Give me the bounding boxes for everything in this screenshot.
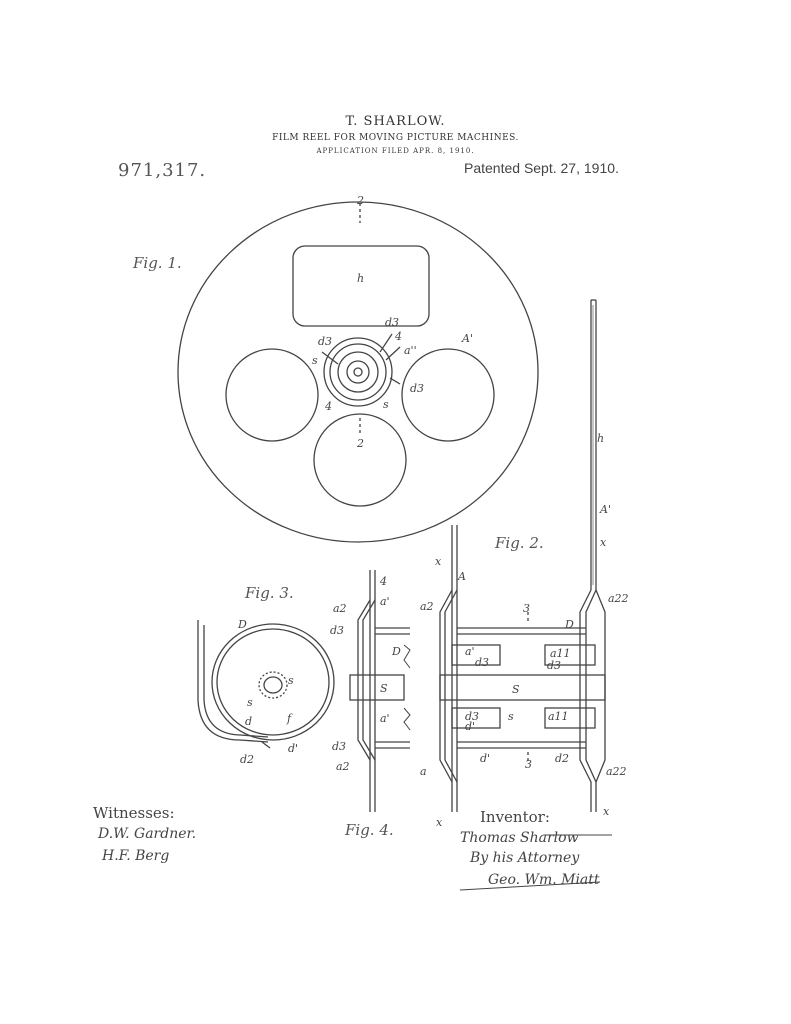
inventor-signature: Thomas Sharlow — [460, 830, 579, 846]
ref-label: D — [565, 618, 574, 631]
fig1-reel-face — [178, 202, 538, 542]
ref-label: d3 — [465, 710, 480, 723]
fig2-cross-section — [440, 300, 605, 812]
by-attorney: By his Attorney — [470, 850, 580, 866]
ref-label: d2 — [555, 752, 570, 765]
ref-label: d3 — [318, 335, 333, 348]
ref-label: D — [392, 645, 401, 658]
ref-label: d3 — [410, 382, 425, 395]
ref-label: a'' — [404, 344, 417, 357]
patent-number: 971,317. — [118, 160, 207, 181]
ref-label: A' — [600, 503, 611, 516]
inventor-heading: Inventor: — [480, 808, 550, 826]
ref-label: s — [383, 398, 389, 411]
ref-label: s — [508, 710, 514, 723]
attorney-signature: Geo. Wm. Miatt — [488, 872, 600, 888]
patent-title: FILM REEL FOR MOVING PICTURE MACHINES. — [272, 133, 519, 143]
ref-label: a2 — [420, 600, 434, 613]
ref-label: a11 — [548, 710, 569, 723]
ref-label: s — [288, 674, 294, 687]
ref-label: d2 — [240, 753, 255, 766]
ref-label: 3 — [525, 758, 532, 771]
fig3-drum-end — [198, 620, 334, 748]
ref-label: d' — [465, 720, 476, 733]
ref-label: S — [512, 683, 520, 696]
ref-label: d3 — [385, 316, 400, 329]
ref-label: a22 — [608, 592, 629, 605]
ref-label: d3 — [475, 656, 490, 669]
ref-label: 4 — [325, 400, 332, 413]
application-date: APPLICATION FILED APR. 8, 1910. — [316, 147, 475, 155]
ref-label: a' — [380, 712, 390, 725]
ref-label: h — [357, 272, 365, 285]
patented-date: Patented Sept. 27, 1910. — [464, 160, 619, 176]
ref-label: 4 — [380, 575, 387, 588]
inventor-name: T. SHARLOW. — [345, 114, 446, 129]
ref-label: s — [247, 696, 253, 709]
witness-signature-1: D.W. Gardner. — [98, 826, 197, 842]
ref-label: a2 — [336, 760, 350, 773]
ref-label: a' — [380, 595, 390, 608]
ref-label: s — [312, 354, 318, 367]
fig1-label: Fig. 1. — [133, 254, 182, 272]
ref-label: D — [238, 618, 247, 631]
ref-label: A' — [462, 332, 473, 345]
ref-label: h — [597, 432, 605, 445]
ref-label: 2 — [357, 194, 364, 207]
ref-label: x — [603, 805, 610, 818]
ref-label: x — [435, 555, 442, 568]
witness-signature-2: H.F. Berg — [102, 848, 170, 864]
ref-label: S — [380, 682, 388, 695]
ref-label: A — [458, 570, 466, 583]
ref-label: 4 — [395, 330, 402, 343]
ref-label: a22 — [606, 765, 627, 778]
ref-label: x — [600, 536, 607, 549]
ref-label: 3 — [523, 602, 530, 615]
ref-label: f — [287, 712, 292, 725]
fig3-label: Fig. 3. — [245, 584, 294, 602]
ref-label: d' — [480, 752, 491, 765]
ref-label: d3 — [547, 659, 562, 672]
fig2-label: Fig. 2. — [495, 534, 544, 552]
ref-label: d' — [288, 742, 299, 755]
ref-label: d3 — [330, 624, 345, 637]
witnesses-heading: Witnesses: — [93, 804, 175, 822]
fig4-label: Fig. 4. — [345, 821, 394, 839]
ref-label: d3 — [332, 740, 347, 753]
ref-label: a11 — [550, 647, 571, 660]
ref-label: a' — [465, 645, 475, 658]
ref-label: x — [436, 816, 443, 829]
ref-label: a — [420, 765, 427, 778]
ref-label: 2 — [357, 437, 364, 450]
ref-label: a2 — [333, 602, 347, 615]
ref-label: d — [245, 715, 253, 728]
